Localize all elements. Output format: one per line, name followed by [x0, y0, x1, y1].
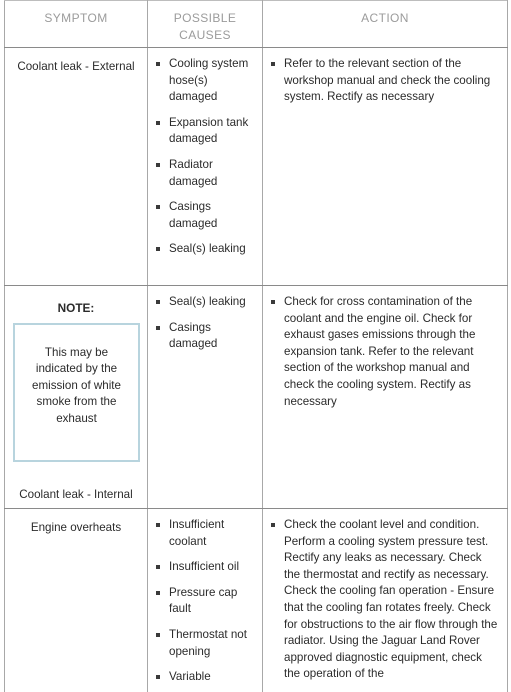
cause-item: Seal(s) leaking: [155, 241, 258, 258]
cause-item: Casings damaged: [155, 320, 258, 353]
table-row: [5, 509, 508, 692]
cause-item: Cooling system hose(s) damaged: [155, 56, 258, 106]
table-row: [5, 286, 508, 509]
symptom-cell: Engine overheats: [5, 509, 148, 692]
cause-item: Seal(s) leaking: [155, 294, 258, 311]
cause-item: Insufficient coolant: [155, 517, 258, 550]
symptom-label: Coolant leak - Internal: [19, 488, 133, 502]
action-cell: [263, 509, 508, 692]
note-text: This may be indicated by the emission of white smoke from the exhaust: [32, 345, 121, 425]
table-row: [5, 48, 508, 286]
cause-item: Pressure cap fault: [155, 585, 258, 618]
action-item: Check for cross contamination of the coolant and the engine oil. Check for exhaust gases emissions through the expansion tank. Refer to the relevant section of the workshop manual and check the cooling system. Rectify as necessary: [270, 294, 499, 410]
cause-item: Thermostat not opening: [155, 627, 258, 660]
causes-cell: [148, 509, 263, 692]
table-header-row: [5, 1, 508, 48]
header-causes-line1: POSSIBLE: [173, 11, 237, 25]
header-causes-line2: CAUSES: [179, 27, 231, 42]
header-action: ACTION: [263, 1, 508, 48]
causes-cell: [148, 286, 263, 509]
cause-item: Variable: [155, 669, 258, 686]
header-possible-causes: [148, 1, 263, 48]
action-item: Check the coolant level and condition. Perform a cooling system pressure test. Rectify any leaks as necessary. Check the thermostat and rectify as necessary. Check the cooling fan operation - Ensure that the cooling fan rotates freely. Check for obstructions to the air flow through the radiator. Using the Jaguar Land Rover approved diagnostic equipment, check the operation of the: [270, 517, 499, 683]
cause-item: Insufficient oil: [155, 559, 258, 576]
symptom-cell: Coolant leak - External: [5, 48, 148, 286]
causes-cell: [148, 48, 263, 286]
note-title: NOTE:: [57, 301, 95, 315]
symptom-cell: [5, 286, 148, 509]
action-cell: [263, 48, 508, 286]
note-box: [13, 323, 140, 462]
action-cell: [263, 286, 508, 509]
cause-item: Casings damaged: [155, 199, 258, 232]
action-item: Refer to the relevant section of the workshop manual and check the cooling system. Rectify as necessary: [270, 56, 499, 106]
symptom-table: [4, 0, 508, 692]
cause-item: Radiator damaged: [155, 157, 258, 190]
header-symptom: SYMPTOM: [5, 1, 148, 48]
cause-item: Expansion tank damaged: [155, 115, 258, 148]
